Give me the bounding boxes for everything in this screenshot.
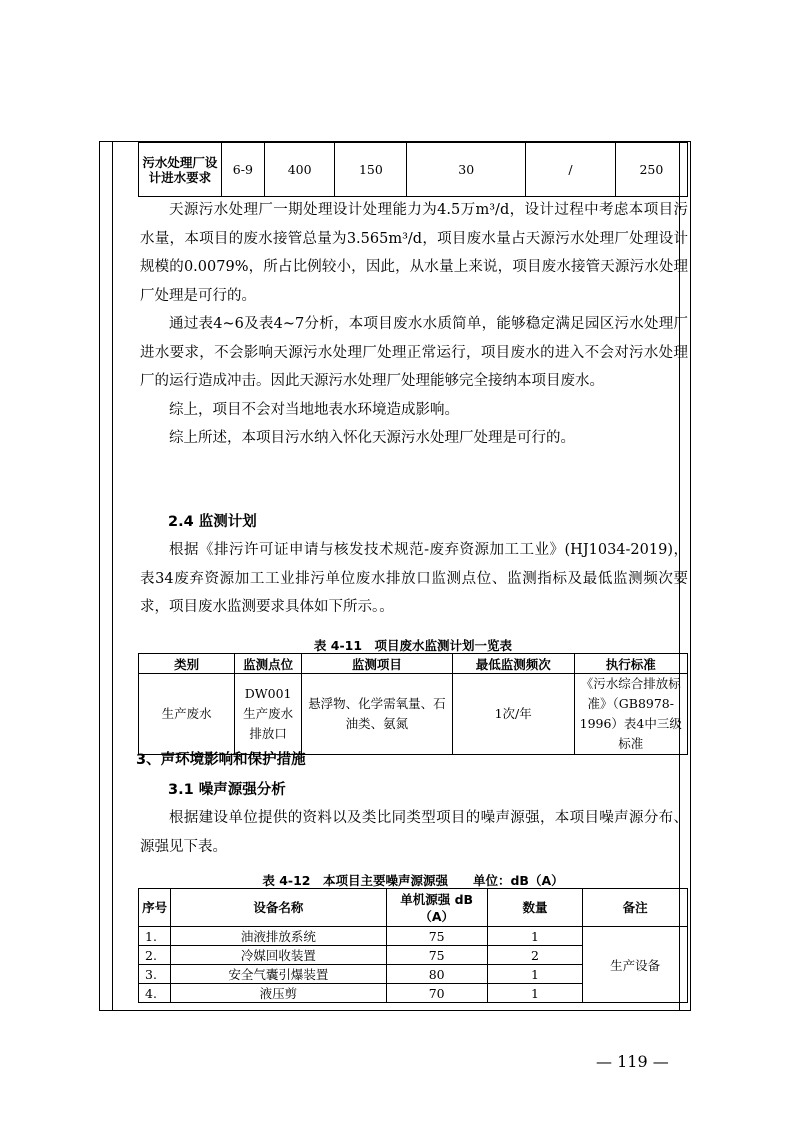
table-cell: 3. xyxy=(139,965,171,984)
table-cell: 2. xyxy=(139,946,171,965)
table-cell: 400 xyxy=(265,143,335,197)
table-cell: 安全气囊引爆装置 xyxy=(171,965,386,984)
row-label: 污水处理厂设计进水要求 xyxy=(139,143,222,197)
table-cell: 1 xyxy=(487,965,582,984)
column-header: 单机源强 dB（A） xyxy=(386,889,487,927)
body-text-block-noise xyxy=(140,804,688,861)
section-heading-3: 3、声环境影响和保护措施 xyxy=(136,752,306,768)
noise-source-table xyxy=(138,888,688,1003)
table-header-row xyxy=(139,654,688,674)
table-cell: 150 xyxy=(335,143,407,197)
table-cell: 6-9 xyxy=(221,143,264,197)
column-header: 最低监测频次 xyxy=(452,654,574,674)
table-cell: 液压剪 xyxy=(171,984,386,1003)
table-cell: 1. xyxy=(139,927,171,946)
column-header: 类别 xyxy=(139,654,235,674)
paragraph: 根据建设单位提供的资料以及类比同类型项目的噪声源强，本项目噪声源分布、源强见下表。 xyxy=(140,810,688,855)
table-cell: 冷媒回收装置 xyxy=(171,946,386,965)
table-cell: / xyxy=(526,143,616,197)
table-row xyxy=(139,674,688,755)
page-number: — 119 — xyxy=(596,1052,669,1071)
column-header: 设备名称 xyxy=(171,889,386,927)
table-caption-4-12: 表 4-12 本项目主要噪声源源强 单位：dB（A） xyxy=(262,873,564,888)
influent-requirement-table xyxy=(138,142,688,197)
table-row xyxy=(139,143,688,197)
column-header: 数量 xyxy=(487,889,582,927)
paragraph: 天源污水处理厂一期处理设计处理能力为4.5万m³/d，设计过程中考虑本项目污水量，本项目的废水接管总量为3.565m³/d，项目废水量占天源污水处理厂处理设计规模的0.0079%，所占比例较小，因此，从水量上来说，项目废水接管天源污水处理厂处理是可行的。 xyxy=(140,202,688,304)
table-cell: 1 xyxy=(487,984,582,1003)
table-header-row xyxy=(139,889,688,927)
monitoring-plan-table xyxy=(138,653,688,755)
paragraph: 综上，项目不会对当地地表水环境造成影响。 xyxy=(169,401,459,418)
column-header: 执行标准 xyxy=(574,654,687,674)
section-heading-3-1: 3.1 噪声源强分析 xyxy=(168,782,286,798)
paragraph: 通过表4~6及表4~7分析，本项目废水水质简单，能够稳定满足园区污水处理厂进水要求，不会影响天源污水处理厂处理正常运行，项目废水的进入不会对污水处理厂的运行造成冲击。因此天源污水处理厂处理能够完全接纳本项目废水。 xyxy=(140,316,688,389)
table-cell: 70 xyxy=(386,984,487,1003)
table-cell: 悬浮物、化学需氧量、石油类、氨氮 xyxy=(301,674,452,755)
table-cell: 油液排放系统 xyxy=(171,927,386,946)
table-cell: 75 xyxy=(386,927,487,946)
table-cell: 2 xyxy=(487,946,582,965)
table-cell: 1 xyxy=(487,927,582,946)
paragraph: 根据《排污许可证申请与核发技术规范-废弃资源加工工业》(HJ1034-2019)，表34废弃资源加工工业排污单位废水排放口监测点位、监测指标及最低监测频次要求，项目废水监测要求具体如下所示。。 xyxy=(140,542,688,615)
table-cell: 30 xyxy=(407,143,526,197)
table-cell: 生产废水 xyxy=(139,674,235,755)
remark-cell: 生产设备 xyxy=(583,927,688,1003)
section-heading-2-4: 2.4 监测计划 xyxy=(168,514,257,530)
column-header: 监测项目 xyxy=(301,654,452,674)
paragraph: 综上所述，本项目污水纳入怀化天源污水处理厂处理是可行的。 xyxy=(169,430,575,446)
body-text-block-a xyxy=(140,196,688,453)
table-cell: 250 xyxy=(615,143,687,197)
table-cell: DW001 生产废水排放口 xyxy=(235,674,302,755)
table-cell: 80 xyxy=(386,965,487,984)
body-text-block-monitor xyxy=(140,536,688,622)
table-cell: 75 xyxy=(386,946,487,965)
table-caption-4-11: 表 4-11 项目废水监测计划一览表 xyxy=(313,638,513,653)
table-cell: 4. xyxy=(139,984,171,1003)
table-row xyxy=(139,927,688,946)
column-header: 备注 xyxy=(583,889,688,927)
table-cell: 1次/年 xyxy=(452,674,574,755)
column-header: 监测点位 xyxy=(235,654,302,674)
column-header: 序号 xyxy=(139,889,171,927)
table-cell: 《污水综合排放标准》（GB8978-1996）表4中三级标准 xyxy=(574,674,687,755)
